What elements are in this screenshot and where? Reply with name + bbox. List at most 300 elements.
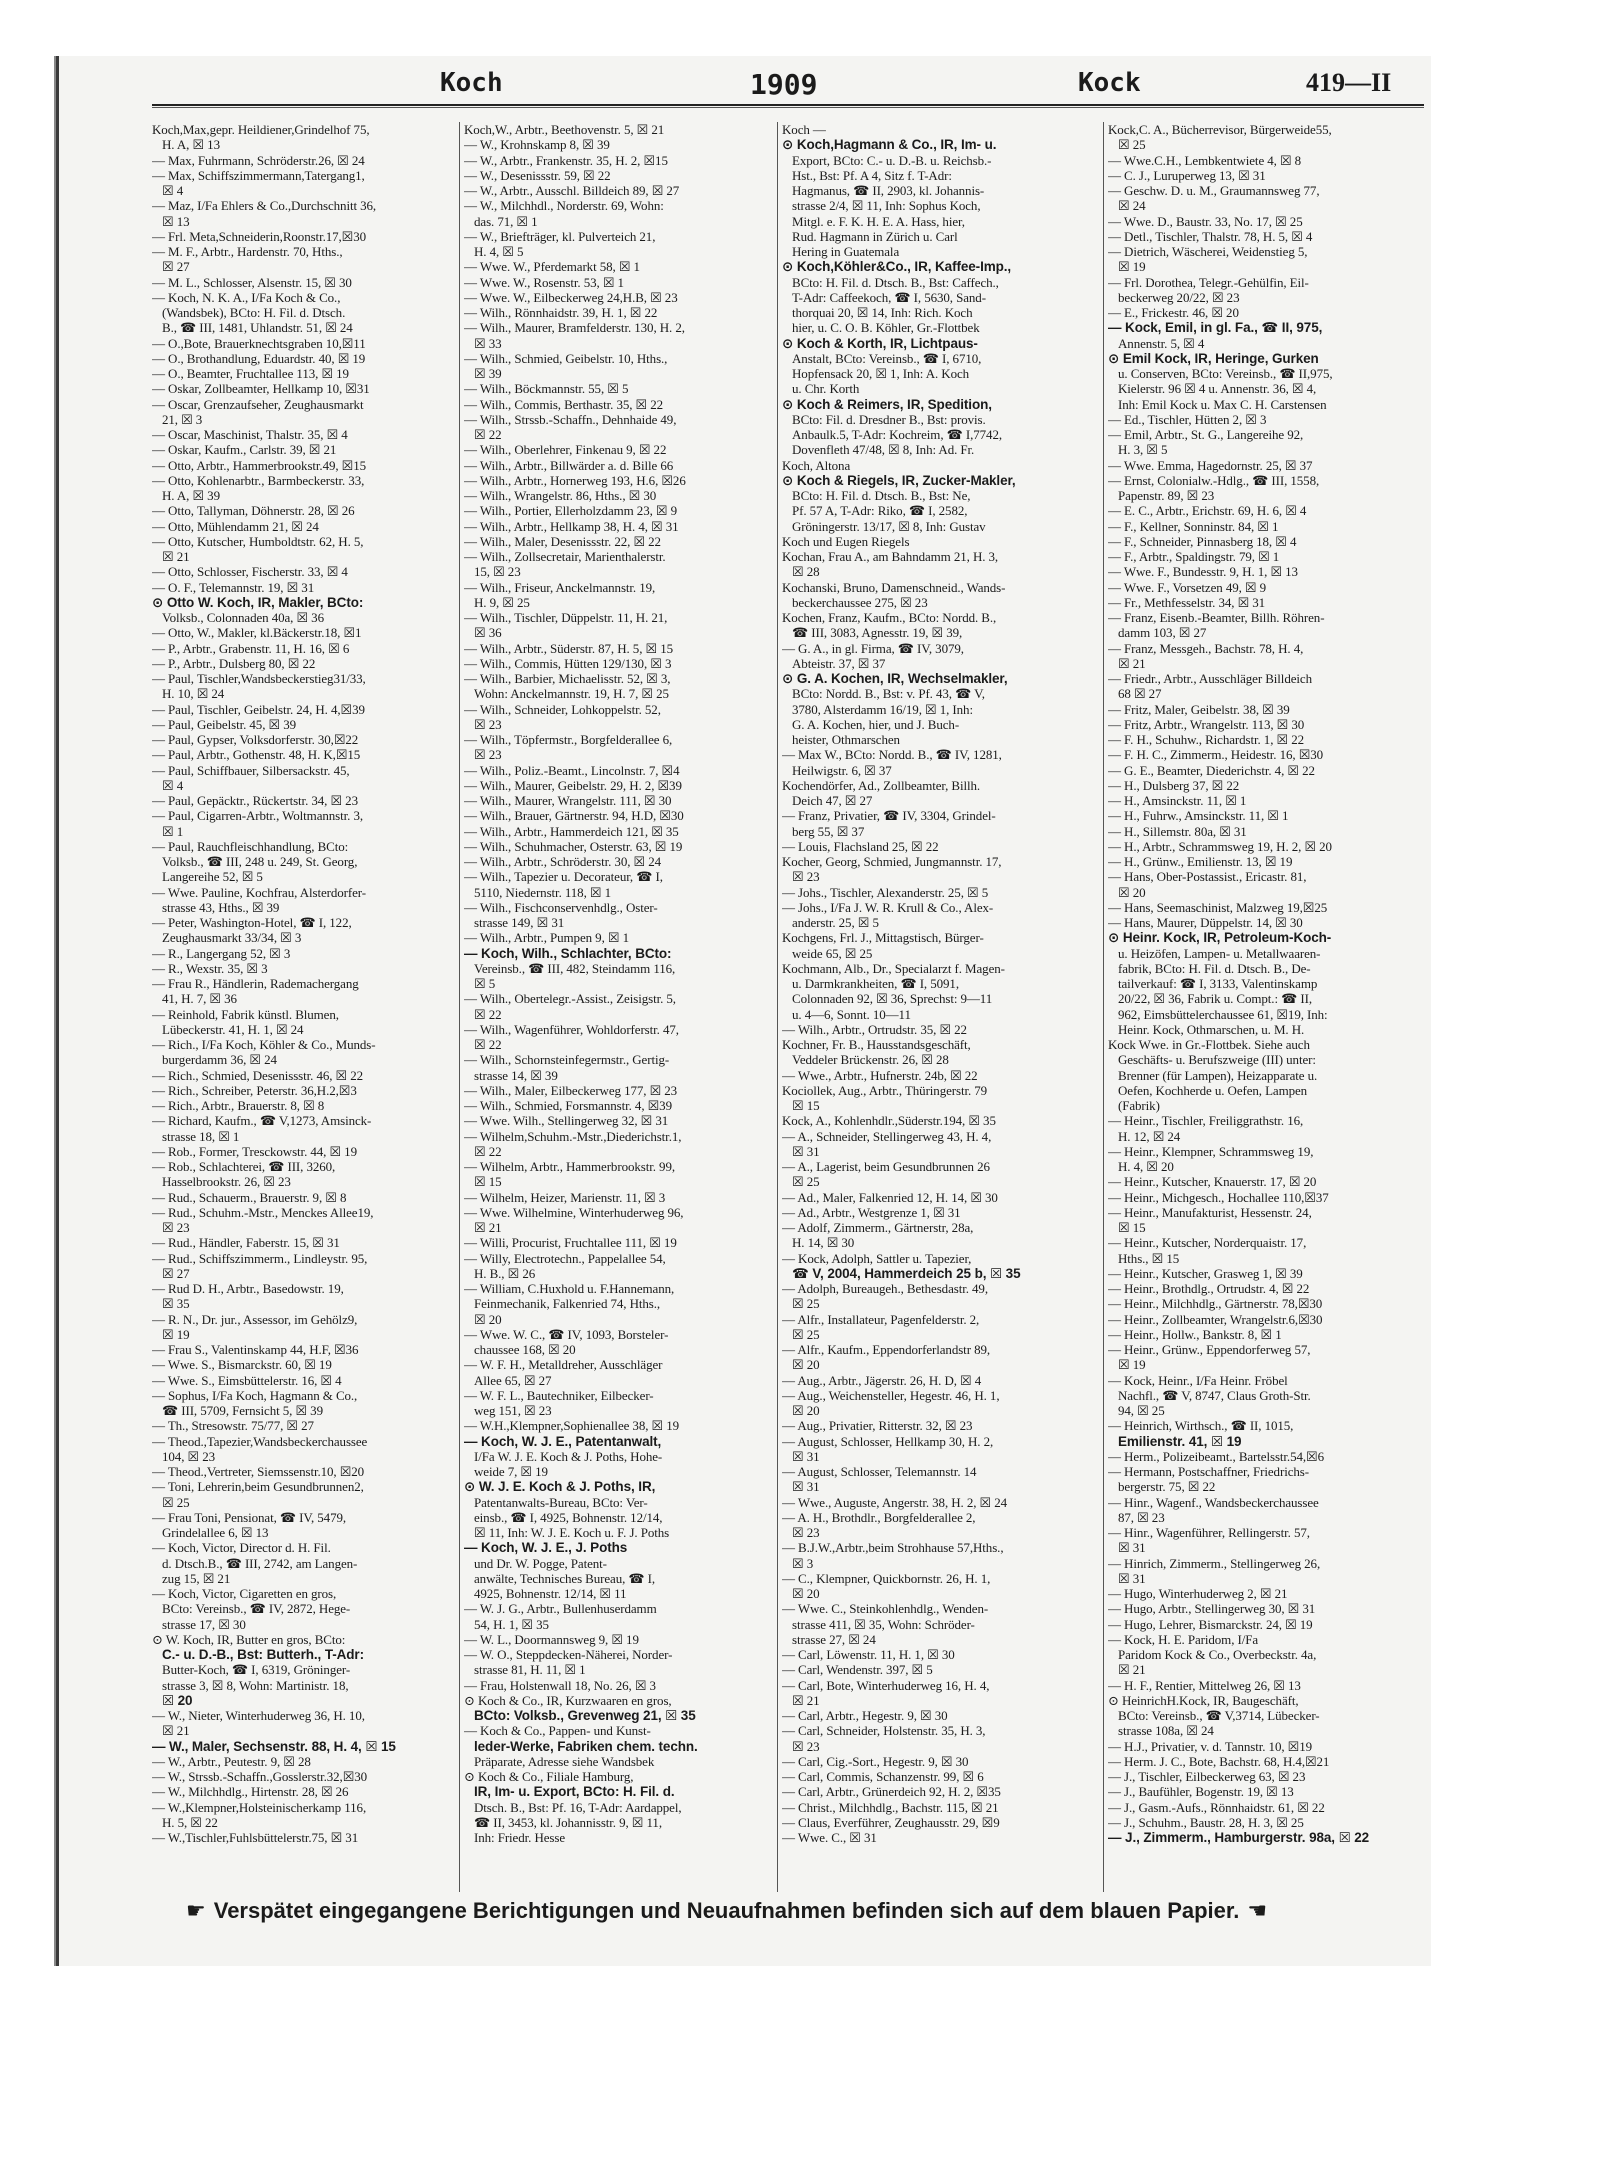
- directory-entry-line: ☒ 39: [474, 366, 502, 381]
- directory-entry-line: ☒ 22: [474, 1143, 502, 1159]
- directory-entry-line: — Friedr., Arbtr., Ausschläger Billdeich: [1108, 671, 1312, 686]
- directory-column-4: [1108, 122, 1424, 1892]
- directory-entry-line: — Wilh., Commis, Berthastr. 35, ☒ 22: [464, 396, 664, 412]
- directory-entry-line: Dovenfleth 47/48, ☒ 8, Inh: Ad. Fr.: [792, 442, 975, 458]
- directory-entry-line: u. Darmkrankheiten, ☎ I, 5091,: [792, 976, 959, 991]
- directory-entry-line: strasse 27, ☒ 24: [792, 1631, 876, 1647]
- directory-entry-line: ⊙ Koch,Köhler&Co., IR, Kaffee-Imp.,: [782, 259, 1012, 275]
- directory-entry-line: burgerdamm 36, ☒ 24: [162, 1052, 277, 1068]
- directory-entry-line: — Hinr., Wagenführer, Rellingerstr. 57,: [1108, 1525, 1310, 1540]
- directory-entry-line: — Wilh., Schmied, Geibelstr. 10, Hths.,: [464, 350, 668, 366]
- directory-entry-line: das. 71, ☒ 1: [474, 213, 538, 229]
- directory-entry-line: — Ad., Arbtr., Westgrenze 1, ☒ 31: [782, 1204, 961, 1220]
- directory-entry-line: ☒ 19: [162, 1326, 190, 1342]
- directory-entry-line: — Christ., Milchhdlg., Bachstr. 115, ☒ 21: [782, 1799, 999, 1815]
- directory-entry-line: — Wilh., Böckmannstr. 55, ☒ 5: [464, 381, 629, 397]
- directory-entry-line: Emilienstr. 41, ☒ 19: [1118, 1433, 1242, 1449]
- directory-entry-line: — W. J. G., Arbtr., Bullenhuserdamm: [464, 1601, 657, 1617]
- directory-entry-line: BCto: H. Fil. d. Dtsch. B., Bst: Caffech.,: [792, 274, 999, 290]
- directory-entry-line: Papenstr. 89, ☒ 23: [1118, 488, 1215, 503]
- directory-entry-line: — Wilh., Maurer, Geibelstr. 29, H. 2, ☒39: [464, 777, 682, 793]
- directory-entry-line: thorquai 20, ☒ 14, Inh: Rich. Koch: [792, 305, 973, 320]
- directory-entry-line: — Franz, Messgeh., Bachstr. 78, H. 4,: [1108, 640, 1304, 656]
- directory-entry-line: — Kock, Heinr., I/Fa Heinr. Fröbel: [1108, 1372, 1288, 1388]
- directory-entry-line: Kochmann, Alb., Dr., Specialarzt f. Magen-: [782, 960, 1005, 976]
- directory-entry-line: — M. L., Schlosser, Alsenstr. 15, ☒ 30: [152, 274, 352, 290]
- directory-entry-line: — Heinr., Hollw., Bankstr. 8, ☒ 1: [1108, 1326, 1282, 1342]
- directory-entry-line: — W., Strssb.-Schaffn.,Gosslerstr.32,☒30: [152, 1769, 368, 1784]
- directory-entry-line: ⊙ Koch & Reimers, IR, Spedition,: [782, 396, 992, 412]
- directory-entry-line: — G. A., in gl. Firma, ☎ IV, 3079,: [782, 640, 964, 656]
- directory-entry-line: ☒ 19: [1118, 1357, 1146, 1373]
- directory-entry-line: leder-Werke, Fabriken chem. techn.: [474, 1738, 698, 1754]
- directory-entry-line: — Wilh., Arbtr., Hornerweg 193, H.6, ☒26: [464, 472, 686, 488]
- directory-entry-line: — W., Arbtr., Frankenstr. 35, H. 2, ☒15: [464, 152, 668, 168]
- directory-entry-line: — Wilh., Commis, Hütten 129/130, ☒ 3: [464, 655, 672, 671]
- directory-entry-line: ☒ 25: [162, 1494, 190, 1510]
- directory-entry-line: — Otto, Kutscher, Humboldtstr. 62, H. 5,: [152, 533, 364, 549]
- directory-entry-line: — H.J., Privatier, v. d. Tannstr. 10, ☒19: [1108, 1738, 1313, 1754]
- directory-entry-line: ⊙ Koch,Hagmann & Co., IR, Im- u.: [782, 137, 997, 153]
- pointing-hand-right-icon: ☛: [186, 1898, 206, 1923]
- directory-entry-line: — Wilhelm, Arbtr., Hammerbrookstr. 99,: [464, 1159, 675, 1174]
- directory-entry-line: zug 15, ☒ 21: [162, 1570, 231, 1586]
- directory-entry-line: — Koch, W. J. E., Patentanwalt,: [464, 1433, 662, 1449]
- directory-entry-line: — Kock, H. E. Paridom, I/Fa: [1108, 1631, 1259, 1647]
- directory-entry-line: 4925, Bohnenstr. 12/14, ☒ 11: [474, 1586, 627, 1601]
- directory-entry-line: Rud. Hagmann in Zürich u. Carl: [792, 228, 958, 244]
- directory-entry-line: ☒ 20: [792, 1403, 820, 1418]
- directory-entry-line: — Wilh., Maler, Desenissstr. 22, ☒ 22: [464, 533, 661, 549]
- directory-entry-line: — Willy, Electrotechn., Pappelallee 54,: [464, 1250, 666, 1266]
- directory-entry-line: — A., Schneider, Stellingerweg 43, H. 4,: [782, 1128, 992, 1144]
- directory-entry-line: Koch,Max,gepr. Heildiener,Grindelhof 75,: [152, 122, 370, 137]
- directory-entry-line: — W., Arbtr., Peutestr. 9, ☒ 28: [152, 1753, 311, 1769]
- directory-entry-line: — W., Desenissstr. 59, ☒ 22: [464, 167, 611, 183]
- directory-entry-line: — Wwe. F., Bundesstr. 9, H. 1, ☒ 13: [1108, 564, 1298, 580]
- directory-entry-line: (Fabrik): [1118, 1098, 1160, 1113]
- directory-entry-line: ⊙ HeinrichH.Kock, IR, Baugeschäft,: [1108, 1692, 1299, 1708]
- directory-entry-line: 15, ☒ 23: [474, 564, 521, 580]
- directory-entry-line: 94, ☒ 25: [1118, 1403, 1165, 1418]
- directory-entry-line: 962, Eimsbüttelerchaussee 61, ☒19, Inh:: [1118, 1006, 1328, 1022]
- directory-entry-line: — Wwe. W. C., ☎ IV, 1093, Borsteler-: [464, 1326, 669, 1342]
- directory-entry-line: — Rud., Händler, Faberstr. 15, ☒ 31: [152, 1235, 340, 1251]
- directory-entry-line: — Rud D. H., Arbtr., Basedowstr. 19,: [152, 1281, 344, 1296]
- directory-entry-line: chaussee 168, ☒ 20: [474, 1342, 576, 1357]
- directory-entry-line: ☒ 22: [474, 1006, 502, 1022]
- directory-entry-line: — Wilh., Strssb.-Schaffn., Dehnhaide 49,: [464, 411, 677, 427]
- directory-entry-line: — Wwe. F., Vorsetzen 49, ☒ 9: [1108, 579, 1267, 595]
- directory-entry-line: — Koch, Victor, Director d. H. Fil.: [152, 1540, 331, 1556]
- directory-entry-line: — Wilh., Oberlehrer, Finkenau 9, ☒ 22: [464, 442, 667, 458]
- directory-entry-line: Annenstr. 5, ☒ 4: [1118, 335, 1205, 351]
- directory-entry-line: — F., Arbtr., Spaldingstr. 79, ☒ 1: [1108, 549, 1280, 564]
- directory-entry-line: Butter-Koch, ☎ I, 6319, Gröninger-: [162, 1662, 351, 1678]
- directory-entry-line: ☒ 31: [792, 1143, 820, 1159]
- directory-entry-line: ☒ 23: [474, 716, 502, 732]
- directory-entry-line: Oefen, Kochherde u. Oefen, Lampen: [1118, 1082, 1308, 1098]
- directory-entry-line: Abteistr. 37, ☒ 37: [792, 655, 886, 671]
- directory-entry-line: — A. H., Brothdlr., Borgfelderallee 2,: [782, 1509, 976, 1525]
- directory-entry-line: — Paul, Gepäcktr., Rückertstr. 34, ☒ 23: [152, 793, 358, 808]
- directory-entry-line: Anstalt, BCto: Vereinsb., ☎ I, 6710,: [792, 350, 982, 366]
- directory-entry-line: — H., Dulsberg 37, ☒ 22: [1108, 777, 1240, 793]
- directory-entry-line: Vereinsb., ☎ III, 482, Steindamm 116,: [474, 960, 676, 976]
- directory-entry-line: — Ad., Maler, Falkenried 12, H. 14, ☒ 30: [782, 1189, 998, 1205]
- directory-entry-line: ☎ V, 2004, Hammerdeich 25 b, ☒ 35: [792, 1265, 1021, 1281]
- directory-entry-line: ☒ 5: [474, 976, 496, 991]
- directory-entry-line: — W., Milchhdl., Norderstr. 69, Wohn:: [464, 198, 664, 214]
- directory-entry-line: — Heinr., Kutscher, Grasweg 1, ☒ 39: [1108, 1265, 1303, 1281]
- directory-entry-line: — Wilh., Barbier, Michaelisstr. 52, ☒ 3,: [464, 671, 671, 686]
- directory-entry-line: — Aug., Arbtr., Jägerstr. 26, H. D, ☒ 4: [782, 1372, 982, 1388]
- directory-entry-line: — W.H.,Klempner,Sophienallee 38, ☒ 19: [464, 1418, 680, 1434]
- directory-entry-line: — Rud., Schauerm., Brauerstr. 9, ☒ 8: [152, 1189, 347, 1205]
- directory-entry-line: strasse 43, Hths., ☒ 39: [162, 899, 280, 915]
- directory-entry-line: ☒ 4: [162, 183, 184, 198]
- directory-entry-line: — Paul, Cigarren-Arbtr., Woltmannstr. 3,: [152, 808, 363, 824]
- directory-entry-line: — Wwe., Auguste, Angerstr. 38, H. 2, ☒ 24: [782, 1494, 1008, 1510]
- directory-entry-line: ☎ III, 5709, Fernsicht 5, ☒ 39: [162, 1403, 323, 1418]
- directory-entry-line: ☒ 23: [792, 869, 820, 885]
- directory-entry-line: — J., Tischler, Eilbeckerweg 63, ☒ 23: [1108, 1769, 1306, 1784]
- directory-entry-line: — Detl., Tischler, Thalstr. 78, H. 5, ☒ 4: [1108, 228, 1313, 244]
- directory-entry-line: ☒ 20: [792, 1586, 820, 1601]
- directory-entry-line: Nachfl., ☎ V, 8747, Claus Groth-Str.: [1118, 1387, 1311, 1403]
- directory-entry-line: — Oscar, Maschinist, Thalstr. 35, ☒ 4: [152, 427, 348, 442]
- directory-entry-line: — Heinr., Zollbeamter, Wrangelstr.6,☒30: [1108, 1311, 1323, 1327]
- column-divider: [777, 122, 778, 1892]
- directory-entry-line: fabrik, BCto: H. Fil. d. Dtsch. B., De-: [1118, 960, 1311, 976]
- directory-entry-line: Veddeler Brückenstr. 26, ☒ 28: [792, 1052, 949, 1068]
- directory-entry-line: — F. H. C., Zimmerm., Heidestr. 16, ☒30: [1108, 747, 1324, 763]
- directory-entry-line: — Wwe.C.H., Lembkentwiete 4, ☒ 8: [1108, 152, 1302, 168]
- directory-entry-line: Feinmechanik, Falkenried 74, Hths.,: [474, 1296, 661, 1312]
- directory-entry-line: ☒ 27: [162, 259, 190, 275]
- directory-entry-line: ⊙ Koch & Co., Filiale Hamburg,: [464, 1769, 634, 1784]
- directory-entry-line: — Paul, Geibelstr. 45, ☒ 39: [152, 716, 297, 732]
- directory-entry-line: — Carl, Wendenstr. 397, ☒ 5: [782, 1662, 933, 1678]
- directory-entry-line: — W.,Tischler,Fuhlsbüttelerstr.75, ☒ 31: [152, 1830, 359, 1845]
- directory-entry-line: ☎ II, 3453, kl. Johannisstr. 9, ☒ 11,: [474, 1814, 662, 1830]
- directory-entry-line: strasse 411, ☒ 35, Wohn: Schröder-: [792, 1616, 975, 1632]
- directory-entry-line: Allee 65, ☒ 27: [474, 1372, 552, 1388]
- directory-entry-line: H. 3, ☒ 5: [1118, 442, 1168, 458]
- directory-entry-line: Paridom Kock & Co., Overbeckstr. 4a,: [1118, 1647, 1317, 1662]
- directory-entry-line: — H., Fuhrw., Amsinckstr. 11, ☒ 1: [1108, 808, 1289, 824]
- directory-entry-line: — Rob., Schlachterei, ☎ III, 3260,: [152, 1159, 336, 1174]
- directory-entry-line: — W., Briefträger, kl. Pulverteich 21,: [464, 228, 656, 244]
- directory-entry-line: — W. F. H., Metalldreher, Ausschläger: [464, 1357, 663, 1373]
- directory-columns: [152, 122, 1424, 1892]
- directory-entry-line: ☒ 31: [792, 1479, 820, 1495]
- directory-entry-line: ☒ 21: [162, 549, 190, 564]
- directory-entry-line: ☒ 4: [162, 777, 184, 793]
- directory-entry-line: — Rich., Schreiber, Peterstr. 36,H.2,☒3: [152, 1082, 357, 1098]
- directory-entry-line: anwälte, Technisches Bureau, ☎ I,: [474, 1570, 656, 1586]
- directory-entry-line: — Wwe. S., Eimsbüttelerstr. 16, ☒ 4: [152, 1372, 342, 1388]
- directory-entry-line: tailverkauf: ☎ I, 3133, Valentinskamp: [1118, 976, 1318, 991]
- directory-entry-line: (Wandsbek), BCto: H. Fil. d. Dtsch.: [162, 305, 346, 320]
- directory-entry-line: Mitgl. e. F. K. H. E. A. Hass, hier,: [792, 213, 965, 229]
- directory-entry-line: BCto: H. Fil. d. Dtsch. B., Bst: Ne,: [792, 488, 971, 503]
- directory-entry-line: — Fr., Methfesselstr. 34, ☒ 31: [1108, 594, 1266, 610]
- directory-entry-line: strasse 81, H. 11, ☒ 1: [474, 1662, 586, 1678]
- directory-entry-line: Geschäfts- u. Berufszweige (III) unter:: [1118, 1052, 1316, 1068]
- column-divider: [459, 122, 460, 1892]
- directory-entry-line: ☒ 20: [1118, 884, 1146, 900]
- directory-entry-line: ⊙ Heinr. Kock, IR, Petroleum-Koch-: [1108, 930, 1332, 946]
- directory-entry-line: IR, Im- u. Export, BCto: H. Fil. d.: [474, 1784, 675, 1800]
- directory-entry-line: H. 4, ☒ 20: [1118, 1159, 1174, 1174]
- directory-entry-line: — Heinr., Kutscher, Knauerstr. 17, ☒ 20: [1108, 1174, 1317, 1190]
- directory-entry-line: Anbaulk.5, T-Adr: Kochreim, ☎ I,7742,: [792, 427, 1002, 442]
- directory-entry-line: — Wwe. C., ☒ 31: [782, 1830, 877, 1845]
- directory-entry-line: — Oskar, Zollbeamter, Hellkamp 10, ☒31: [152, 381, 370, 397]
- directory-entry-line: strasse 14, ☒ 39: [474, 1067, 558, 1083]
- directory-entry-line: — Carl, Arbtr., Hegestr. 9, ☒ 30: [782, 1708, 948, 1723]
- directory-entry-line: ☒ 19: [1118, 259, 1146, 275]
- directory-entry-line: — Paul, Arbtr., Gothenstr. 48, H. K,☒15: [152, 747, 361, 763]
- directory-entry-line: Gröningerstr. 13/17, ☒ 8, Inh: Gustav: [792, 518, 986, 534]
- directory-entry-line: — E. C., Arbtr., Erichstr. 69, H. 6, ☒ 4: [1108, 503, 1307, 519]
- directory-entry-line: ☒ 28: [792, 564, 820, 580]
- directory-entry-line: — Wwe. W., Pferdemarkt 58, ☒ 1: [464, 259, 640, 275]
- directory-entry-line: — Sophus, I/Fa Koch, Hagmann & Co.,: [152, 1387, 358, 1403]
- directory-entry-line: Patentanwalts-Bureau, BCto: Ver-: [474, 1494, 648, 1510]
- directory-entry-line: — Wwe. Wilhelmine, Winterhuderweg 96,: [464, 1204, 684, 1220]
- directory-entry-line: — Rich., Arbtr., Brauerstr. 8, ☒ 8: [152, 1098, 325, 1113]
- directory-entry-line: — F., Kellner, Sonninstr. 84, ☒ 1: [1108, 518, 1279, 534]
- directory-entry-line: — Wilh., Rönnhaidstr. 39, H. 1, ☒ 22: [464, 305, 658, 320]
- directory-entry-line: — O. F., Telemannstr. 19, ☒ 31: [152, 579, 315, 595]
- directory-entry-line: — Peter, Washington-Hotel, ☎ I, 122,: [152, 915, 352, 930]
- directory-entry-line: strasse 108a, ☒ 24: [1118, 1723, 1214, 1739]
- directory-entry-line: — Kock, Adolph, Sattler u. Tapezier,: [782, 1250, 972, 1266]
- directory-entry-line: ☒ 25: [792, 1326, 820, 1342]
- directory-entry-line: Kock, A., Kohlenhdlr.,Süderstr.194, ☒ 35: [782, 1113, 996, 1129]
- directory-entry-line: Kochner, Fr. B., Hausstandsgeschäft,: [782, 1037, 971, 1052]
- directory-entry-line: — Theod.,Vertreter, Siemssenstr.10, ☒20: [152, 1464, 365, 1479]
- directory-entry-line: — H., Sillemstr. 80a, ☒ 31: [1108, 823, 1247, 839]
- directory-entry-line: — Otto, W., Makler, kl.Bäckerstr.18, ☒1: [152, 625, 362, 641]
- directory-entry-line: — Otto, Mühlendamm 21, ☒ 24: [152, 518, 319, 534]
- directory-entry-line: BCto: Fil. d. Dresdner B., Bst: provis.: [792, 411, 986, 427]
- directory-entry-line: ☒ 25: [792, 1296, 820, 1312]
- directory-entry-line: — Herm. J. C., Bote, Bachstr. 68, H.4,☒21: [1108, 1753, 1330, 1769]
- directory-entry-line: Volksb., ☎ III, 248 u. 249, St. Georg,: [162, 854, 358, 869]
- pointing-hand-left-icon: ☚: [1247, 1898, 1268, 1923]
- directory-entry-line: ☒ 23: [162, 1220, 190, 1235]
- directory-entry-line: — Heinr., Klempner, Schrammsweg 19,: [1108, 1143, 1314, 1159]
- directory-entry-line: Kochgens, Frl. J., Mittagstisch, Bürger-: [782, 930, 984, 946]
- directory-entry-line: BCto: Nordd. B., Bst: v. Pf. 43, ☎ V,: [792, 686, 985, 702]
- directory-entry-line: weg 151, ☒ 23: [474, 1403, 552, 1418]
- directory-entry-line: — W. O., Steppdecken-Näherei, Norder-: [464, 1647, 673, 1662]
- directory-entry-line: Präparate, Adresse siehe Wandsbek: [474, 1753, 655, 1769]
- directory-entry-line: Koch —: [782, 122, 826, 137]
- directory-entry-line: ☒ 31: [1118, 1570, 1146, 1586]
- directory-entry-line: Koch,W., Arbtr., Beethovenstr. 5, ☒ 21: [464, 122, 665, 137]
- directory-entry-line: Hasselbrookstr. 26, ☒ 23: [162, 1174, 291, 1190]
- directory-entry-line: ☒ 15: [474, 1174, 502, 1190]
- directory-entry-line: ☒ 25: [792, 1174, 820, 1190]
- directory-entry-line: — Wwe. Pauline, Kochfrau, Alsterdorfer-: [152, 884, 367, 900]
- directory-entry-line: 20/22, ☒ 36, Fabrik u. Compt.: ☎ II,: [1118, 991, 1312, 1007]
- directory-entry-line: — Wilh., Poliz.-Beamt., Lincolnstr. 7, ☒4: [464, 762, 680, 778]
- directory-entry-line: Brenner (für Lampen), Heizapparate u.: [1118, 1067, 1318, 1083]
- directory-entry-line: — A., Lagerist, beim Gesundbrunnen 26: [782, 1159, 990, 1174]
- directory-entry-line: strasse 17, ☒ 30: [162, 1616, 246, 1632]
- header-rule: [152, 104, 1424, 106]
- directory-entry-line: Zeughausmarkt 33/34, ☒ 3: [162, 930, 302, 946]
- directory-entry-line: — Wilh., Schmied, Forsmannstr. 4, ☒39: [464, 1098, 672, 1113]
- directory-entry-line: ☒ 27: [162, 1265, 190, 1281]
- directory-entry-line: Lübeckerstr. 41, H. 1, ☒ 24: [162, 1021, 304, 1037]
- directory-entry-line: — Ed., Tischler, Hütten 2, ☒ 3: [1108, 411, 1267, 427]
- directory-entry-line: Kock,C. A., Bücherrevisor, Bürgerweide55,: [1108, 122, 1332, 137]
- directory-entry-line: — Wilh., Schornsteinfegermstr., Gertig-: [464, 1052, 670, 1068]
- directory-entry-line: — Wilh., Arbtr., Billwärder a. d. Bille 66: [464, 457, 674, 473]
- directory-entry-line: — P., Arbtr., Dulsberg 80, ☒ 22: [152, 655, 316, 671]
- directory-entry-line: u. Conserven, BCto: Vereinsb., ☎ II,975,: [1118, 366, 1333, 381]
- directory-entry-line: Langereihe 52, ☒ 5: [162, 869, 263, 885]
- directory-entry-line: — Alfr., Kaufm., Eppendorferlandstr 89,: [782, 1342, 991, 1357]
- directory-entry-line: — William, C.Huxhold u. F.Hannemann,: [464, 1281, 675, 1296]
- directory-entry-line: — Maz, I/Fa Ehlers & Co.,Durchschnitt 36,: [152, 198, 377, 214]
- directory-entry-line: ☒ 11, Inh: W. J. E. Koch u. F. J. Poths: [474, 1525, 670, 1540]
- directory-entry-line: — H., Amsinckstr. 11, ☒ 1: [1108, 793, 1247, 808]
- directory-entry-line: — J., Gasm.-Aufs., Rönnhaidstr. 61, ☒ 22: [1108, 1799, 1325, 1815]
- footer-text: Verspätet eingegangene Berichtigungen und Neuaufnahmen befinden sich auf dem blauen Papier.: [213, 1898, 1240, 1923]
- directory-entry-line: H. 14, ☒ 30: [792, 1235, 855, 1251]
- directory-entry-line: — Wilh., Maler, Eilbeckerweg 177, ☒ 23: [464, 1082, 678, 1098]
- directory-entry-line: — Hans, Ober-Postassist., Ericastr. 81,: [1108, 869, 1307, 885]
- directory-entry-line: hier, u. C. O. B. Köhler, Gr.-Flottbek: [792, 320, 980, 336]
- directory-entry-line: Deich 47, ☒ 27: [792, 793, 873, 808]
- directory-entry-line: — W., Krohnskamp 8, ☒ 39: [464, 137, 610, 153]
- directory-entry-line: — Dietrich, Wäscherei, Weidenstieg 5,: [1108, 244, 1308, 259]
- directory-entry-line: — Johs., Tischler, Alexanderstr. 25, ☒ 5: [782, 884, 989, 900]
- directory-entry-line: — Koch & Co., Pappen- und Kunst-: [464, 1723, 651, 1739]
- directory-entry-line: ⊙ Koch & Korth, IR, Lichtpaus-: [782, 335, 978, 351]
- directory-entry-line: ☒ 23: [792, 1525, 820, 1540]
- directory-entry-line: — P., Arbtr., Grabenstr. 11, H. 16, ☒ 6: [152, 640, 350, 656]
- directory-entry-line: — Max W., BCto: Nordd. B., ☎ IV, 1281,: [782, 747, 1002, 763]
- directory-entry-line: — Carl, Löwenstr. 11, H. 1, ☒ 30: [782, 1647, 955, 1662]
- directory-entry-line: — Oscar, Grenzaufseher, Zeughausmarkt: [152, 396, 364, 412]
- directory-entry-line: Export, BCto: C.- u. D.-B. u. Reichsb.-: [792, 152, 992, 168]
- directory-entry-line: ☒ 15: [1118, 1220, 1146, 1235]
- directory-entry-line: — Heinrich, Wirthsch., ☎ II, 1015,: [1108, 1418, 1294, 1434]
- directory-entry-line: — H., Grünw., Emilienstr. 13, ☒ 19: [1108, 854, 1293, 869]
- directory-entry-line: — Wilh., Schuhmacher, Osterstr. 63, ☒ 19: [464, 838, 683, 854]
- directory-entry-line: BCto: Vereinsb., ☎ IV, 2872, Hege-: [162, 1601, 351, 1617]
- directory-entry-line: strasse 3, ☒ 8, Wohn: Martinistr. 18,: [162, 1677, 349, 1693]
- directory-entry-line: — O., Beamter, Fruchtallee 113, ☒ 19: [152, 366, 349, 381]
- directory-entry-line: — Hinr., Wagenf., Wandsbeckerchaussee: [1108, 1494, 1319, 1510]
- directory-entry-line: u. Heizöfen, Lampen- u. Metallwaaren-: [1118, 945, 1321, 961]
- directory-entry-line: — Wilh., Arbtr., Hellkamp 38, H. 4, ☒ 31: [464, 518, 679, 534]
- directory-entry-line: — Wilh., Wrangelstr. 86, Hths., ☒ 30: [464, 488, 657, 503]
- directory-entry-line: Kochendörfer, Ad., Zollbeamter, Billh.: [782, 777, 981, 793]
- directory-entry-line: — Herm., Polizeibeamt., Bartelsstr.54,☒6: [1108, 1448, 1324, 1464]
- directory-entry-line: — Heinr., Manufakturist, Hessenstr. 24,: [1108, 1204, 1312, 1220]
- directory-entry-line: — F., Schneider, Pinnasberg 18, ☒ 4: [1108, 533, 1297, 549]
- directory-entry-line: BCto: Vereinsb., ☎ V,3714, Lübecker-: [1118, 1708, 1320, 1723]
- directory-entry-line: Inh: Friedr. Hesse: [474, 1830, 565, 1845]
- directory-entry-line: — Koch, N. K. A., I/Fa Koch & Co.,: [152, 289, 341, 305]
- header-page-number: 419—II: [1306, 68, 1392, 97]
- directory-entry-line: heister, Othmarschen: [792, 732, 900, 747]
- directory-entry-line: Inh: Emil Kock u. Max C. H. Carstensen: [1118, 396, 1327, 412]
- directory-entry-line: weide 7, ☒ 19: [474, 1464, 548, 1479]
- directory-entry-line: — Wwe. W., Rosenstr. 53, ☒ 1: [464, 274, 624, 290]
- directory-entry-line: — B.J.W.,Arbtr.,beim Strohhause 57,Hths.,: [782, 1540, 1004, 1556]
- directory-entry-line: — Rud., Schiffszimmerm., Lindleystr. 95,: [152, 1250, 368, 1266]
- directory-entry-line: — Heinr., Michgesch., Hochallee 110,☒37: [1108, 1189, 1329, 1205]
- directory-entry-line: — W., Milchhdlg., Hirtenstr. 28, ☒ 26: [152, 1784, 349, 1800]
- directory-entry-line: einsb., ☎ I, 4925, Bohnenstr. 12/14,: [474, 1509, 663, 1525]
- directory-entry-line: damm 103, ☒ 27: [1118, 625, 1207, 641]
- directory-entry-line: — Max, Schiffszimmermann,Tatergang1,: [152, 167, 365, 183]
- directory-entry-line: Kielerstr. 96 ☒ 4 u. Annenstr. 36, ☒ 4,: [1118, 381, 1317, 397]
- directory-entry-line: ⊙ G. A. Kochen, IR, Wechselmakler,: [782, 671, 1008, 686]
- directory-entry-line: C.- u. D.-B., Bst: Butterh., T-Adr:: [162, 1647, 364, 1662]
- directory-entry-line: I/Fa W. J. E. Koch & J. Poths, Hohe-: [474, 1448, 663, 1464]
- directory-entry-line: ☒ 22: [474, 427, 502, 442]
- directory-entry-line: Kociollek, Aug., Arbtr., Thüringerstr. 79: [782, 1082, 988, 1098]
- directory-entry-line: — Wwe. D., Baustr. 33, No. 17, ☒ 25: [1108, 213, 1303, 229]
- directory-entry-line: — Hugo, Arbtr., Stellingerweg 30, ☒ 31: [1108, 1601, 1316, 1617]
- directory-entry-line: T-Adr: Caffeekoch, ☎ I, 5630, Sand-: [792, 289, 986, 305]
- directory-entry-line: — Wwe. C., Steinkohlenhdlg., Wenden-: [782, 1601, 989, 1617]
- directory-entry-line: — Heinr., Kutscher, Norderquaistr. 17,: [1108, 1235, 1307, 1251]
- directory-entry-line: — Otto, Tallyman, Döhnerstr. 28, ☒ 26: [152, 503, 355, 519]
- directory-entry-line: ⊙ Koch & Riegels, IR, Zucker-Makler,: [782, 472, 1016, 488]
- directory-entry-line: Hering in Guatemala: [792, 244, 900, 259]
- directory-entry-line: — Carl, Cig.-Sort., Hegestr. 9, ☒ 30: [782, 1753, 969, 1769]
- directory-entry-line: H. A, ☒ 13: [162, 137, 220, 153]
- directory-entry-line: — Franz, Eisenb.-Beamter, Billh. Röhren-: [1108, 610, 1325, 625]
- directory-entry-line: und Dr. W. Pogge, Patent-: [474, 1555, 607, 1571]
- directory-entry-line: — Aug., Weichensteller, Hegestr. 46, H. 1,: [782, 1387, 1000, 1403]
- directory-entry-line: — Otto, Kohlenarbtr., Barmbeckerstr. 33,: [152, 472, 365, 488]
- column-divider: [1103, 122, 1104, 1892]
- directory-entry-line: — Willi, Procurist, Fruchtallee 111, ☒ 19: [464, 1235, 677, 1251]
- directory-entry-line: beckerweg 20/22, ☒ 23: [1118, 289, 1240, 305]
- header-right-name: Kock: [1078, 68, 1141, 98]
- directory-column-3: [782, 122, 1100, 1892]
- directory-entry-line: — Frau, Holstenwall 18, No. 26, ☒ 3: [464, 1677, 656, 1693]
- directory-entry-line: ☒ 1: [162, 823, 184, 839]
- directory-entry-line: Heinr. Kock, Othmarschen, u. M. H.: [1118, 1021, 1305, 1037]
- page-header: [110, 60, 1410, 106]
- directory-entry-line: ☒ 13: [162, 213, 190, 229]
- directory-entry-line: weide 65, ☒ 25: [792, 945, 873, 961]
- directory-entry-line: — Wilh., Wagenführer, Wohldorferstr. 47,: [464, 1021, 679, 1037]
- directory-entry-line: Wohn: Anckelmannstr. 19, H. 7, ☒ 25: [474, 686, 669, 702]
- directory-entry-line: Kochan, Frau A., am Bahndamm 21, H. 3,: [782, 549, 999, 564]
- directory-entry-line: — Richard, Kaufm., ☎ V,1273, Amsinck-: [152, 1113, 372, 1129]
- directory-entry-line: — Paul, Rauchfleischhandlung, BCto:: [152, 838, 349, 854]
- directory-entry-line: — August, Schlosser, Telemannstr. 14: [782, 1464, 977, 1479]
- directory-entry-line: — Heinr., Grünw., Eppendorferweg 57,: [1108, 1342, 1311, 1357]
- directory-entry-line: bergerstr. 75, ☒ 22: [1118, 1479, 1216, 1495]
- directory-entry-line: ☒ 20: [474, 1311, 502, 1327]
- directory-entry-line: Pf. 57 A, T-Adr: Riko, ☎ I, 2582,: [792, 503, 968, 519]
